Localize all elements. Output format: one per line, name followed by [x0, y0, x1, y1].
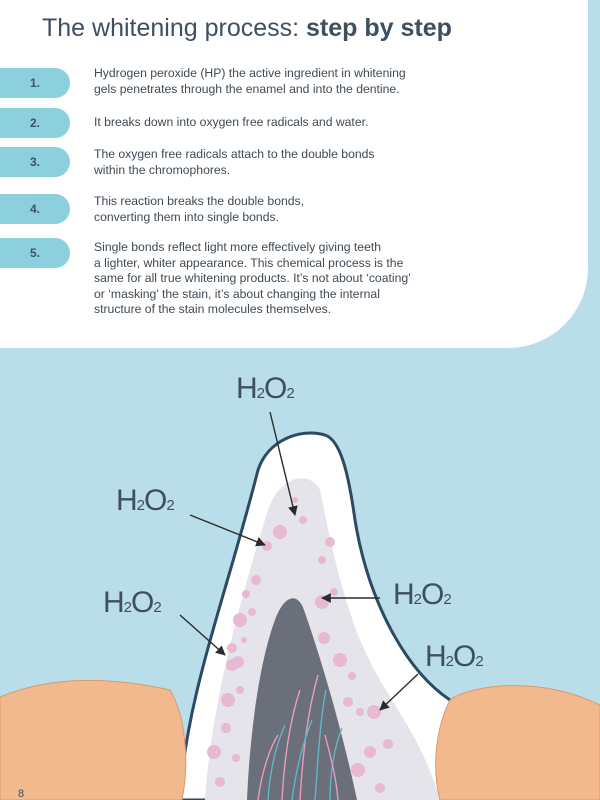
step-text: Single bonds reflect light more effectively giving teeth a lighter, whiter appearance. This chemical process is the same for all true whitening products. It’s not about ‘coating’ or ‘masking’ the stain, it’s about changing the internal structure of the stain molecules themselves.	[94, 240, 411, 317]
step-text: Hydrogen peroxide (HP) the active ingredient in whitening gels penetrates through the enamel and into the dentine.	[94, 66, 406, 96]
right-gum	[436, 686, 600, 800]
h2o2-label-right: H2O2	[393, 578, 451, 611]
step-number-badge: 5.	[0, 238, 70, 268]
step-number-badge: 1.	[0, 68, 70, 98]
h2o2-label-upper-left: H2O2	[116, 484, 174, 517]
step-number-badge: 3.	[0, 147, 70, 177]
step-text: The oxygen free radicals attach to the double bonds within the chromophores.	[94, 147, 375, 177]
title-plain: The whitening process:	[42, 14, 307, 42]
title-bold: step by step	[306, 14, 452, 42]
page-number: 8	[18, 788, 25, 800]
h2o2-label-top: H2O2	[236, 372, 294, 405]
step-text: This reaction breaks the double bonds, converting them into single bonds.	[94, 194, 305, 224]
h2o2-label-lower-right: H2O2	[425, 640, 483, 673]
step-number-badge: 4.	[0, 194, 70, 224]
step-text: It breaks down into oxygen free radicals and water.	[94, 115, 369, 129]
step-number-badge: 2.	[0, 108, 70, 138]
left-gum	[0, 680, 186, 800]
h2o2-label-lower-left: H2O2	[103, 586, 161, 619]
